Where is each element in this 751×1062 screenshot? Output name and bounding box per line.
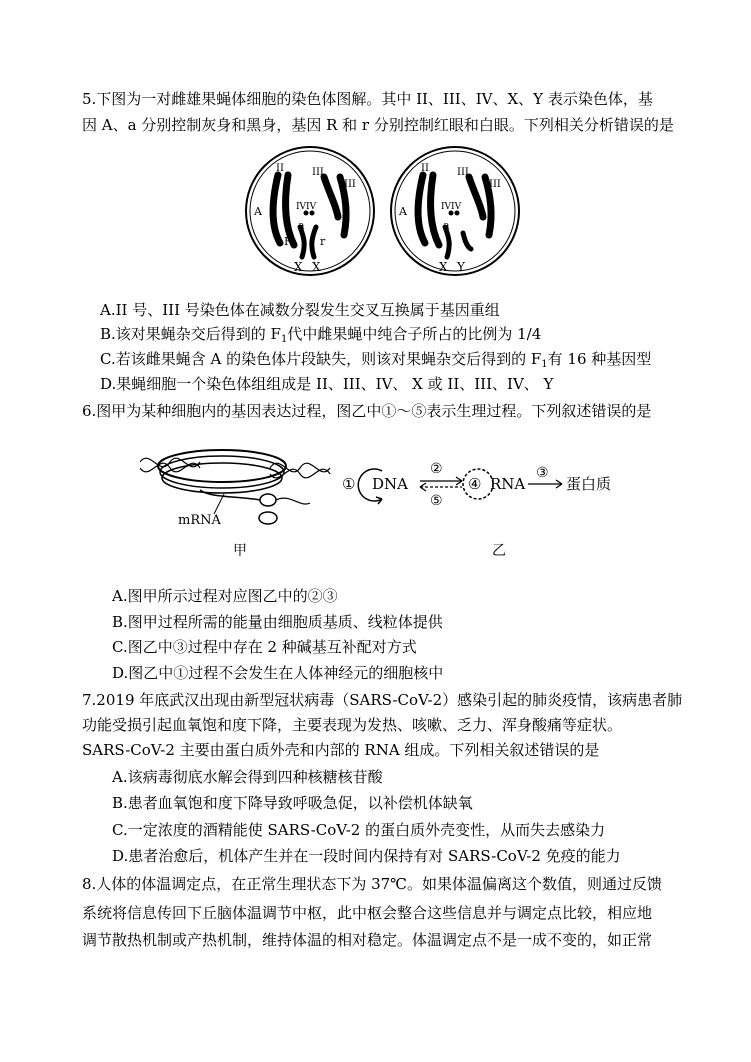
q6-option-c: C.图乙中③过程中存在 2 种碱基互补配对方式 (112, 638, 417, 656)
female-cell-diagram (246, 147, 374, 275)
female-label-IV: IVIV (296, 202, 317, 212)
male-sex-chromosome-2: Y (457, 260, 465, 274)
female-gene-r: r (320, 235, 326, 248)
q5-option-a: A.II 号、III 号染色体在减数分裂发生交叉互换属于基因重组 (100, 301, 500, 319)
female-sex-chromosome-1: X (294, 260, 303, 274)
q6-option-d: D.图乙中①过程不会发生在人体神经元的细胞核中 (112, 664, 444, 682)
q7-stem-line1: 7.2019 年底武汉出现由新型冠状病毒（SARS-CoV-2）感染引起的肺炎疫情，该病患者肺 (82, 691, 683, 709)
female-label-III-1: III (312, 167, 324, 178)
dna-label: DNA (372, 475, 408, 493)
female-label-II: II (276, 163, 284, 174)
process-5-label: ⑤ (430, 493, 443, 509)
male-gene-r: r (435, 235, 441, 248)
male-sex-chromosome-1: X (439, 260, 448, 274)
male-label-III-1: III (457, 167, 469, 178)
process-1-label: ① (342, 475, 356, 493)
q7-stem-line2: 功能受损引起血氧饱和度下降，主要表现为发热、咳嗽、乏力、浑身酸痛等症状。 (82, 716, 623, 734)
q8-stem-line3: 调节散热机制或产热机制，维持体温的相对稳定。体温调定点不是一成不变的，如正常 (82, 931, 653, 949)
q7-option-b: B.患者血氧饱和度下降导致呼吸急促，以补偿机体缺氧 (112, 794, 473, 812)
female-gene-a: a (298, 219, 305, 232)
q6-option-b: B.图甲过程所需的能量由细胞质基质、线粒体提供 (112, 613, 443, 631)
q6-figure-yi (340, 455, 630, 560)
process-4-label: ④ (468, 475, 482, 493)
figure-yi-caption: 乙 (492, 543, 506, 559)
female-sex-chromosome-2: X (312, 260, 321, 274)
q6-option-a: A.图甲所示过程对应图乙中的②③ (112, 587, 338, 605)
mrna-label: mRNA (178, 513, 221, 528)
q5-option-b: B.该对果蝇杂交后得到的 $F_1$代中雌果蝇中纯合子所占的比例为 1/4 (100, 325, 542, 345)
male-label-IV: IVIV (441, 202, 462, 212)
q8-stem-line1: 8.人体的体温调定点，在正常生理状态下为 37℃。如果体温偏离这个数值，则通过反馈 (82, 875, 662, 893)
female-label-III-2: III (344, 179, 356, 190)
male-gene-A: A (399, 205, 407, 218)
q7-option-c: C.一定浓度的酒精能使 SARS-CoV-2 的蛋白质外壳变性，从而失去感染力 (112, 821, 606, 839)
q5-stem-line1: 5.下图为一对雌雄果蝇体细胞的染色体图解。其中 II、III、IV、X、Y 表示染色体，基 (82, 90, 653, 108)
male-gene-a: a (443, 219, 450, 232)
process-3-label: ③ (536, 465, 549, 481)
q5-stem-line2: 因 A、a 分别控制灰身和黑身，基因 R 和 r 分别控制红眼和白眼。下列相关分析错误的是 (82, 116, 674, 134)
q6-figure-jia (140, 438, 340, 558)
rna-label: RNA (490, 475, 526, 493)
q5-option-d: D.果蝇细胞一个染色体组组成是 II、III、IV、 X 或 II、III、IV、 Y (100, 375, 554, 393)
q5-chromosome-figure (240, 145, 530, 280)
q5-option-c: C.若该雌果蝇含 A 的染色体片段缺失，则该对果蝇杂交后得到的 $F_1$有 16 种基因型 (100, 350, 652, 370)
protein-label: 蛋白质 (566, 475, 612, 493)
male-cell-diagram (391, 147, 519, 275)
process-2-label: ② (430, 461, 443, 477)
q7-stem-line3: SARS-CoV-2 主要由蛋白质外壳和内部的 RNA 组成。下列相关叙述错误的是 (82, 741, 600, 759)
male-label-II: II (421, 163, 429, 174)
q7-option-a: A.该病毒彻底水解会得到四种核糖核苷酸 (112, 768, 383, 786)
q7-option-d: D.患者治愈后，机体产生并在一段时间内保持有对 SARS-CoV-2 免疫的能力 (112, 847, 621, 865)
female-gene-A: A (254, 205, 262, 218)
female-gene-R: R (284, 235, 293, 248)
male-label-III-2: III (489, 179, 501, 190)
figure-jia-caption: 甲 (233, 543, 247, 558)
q8-stem-line2: 系统将信息传回下丘脑体温调节中枢，此中枢会整合这些信息并与调定点比较，相应地 (82, 904, 653, 922)
q6-stem: 6.图甲为某种细胞内的基因表达过程，图乙中①～⑤表示生理过程。下列叙述错误的是 (82, 402, 652, 420)
